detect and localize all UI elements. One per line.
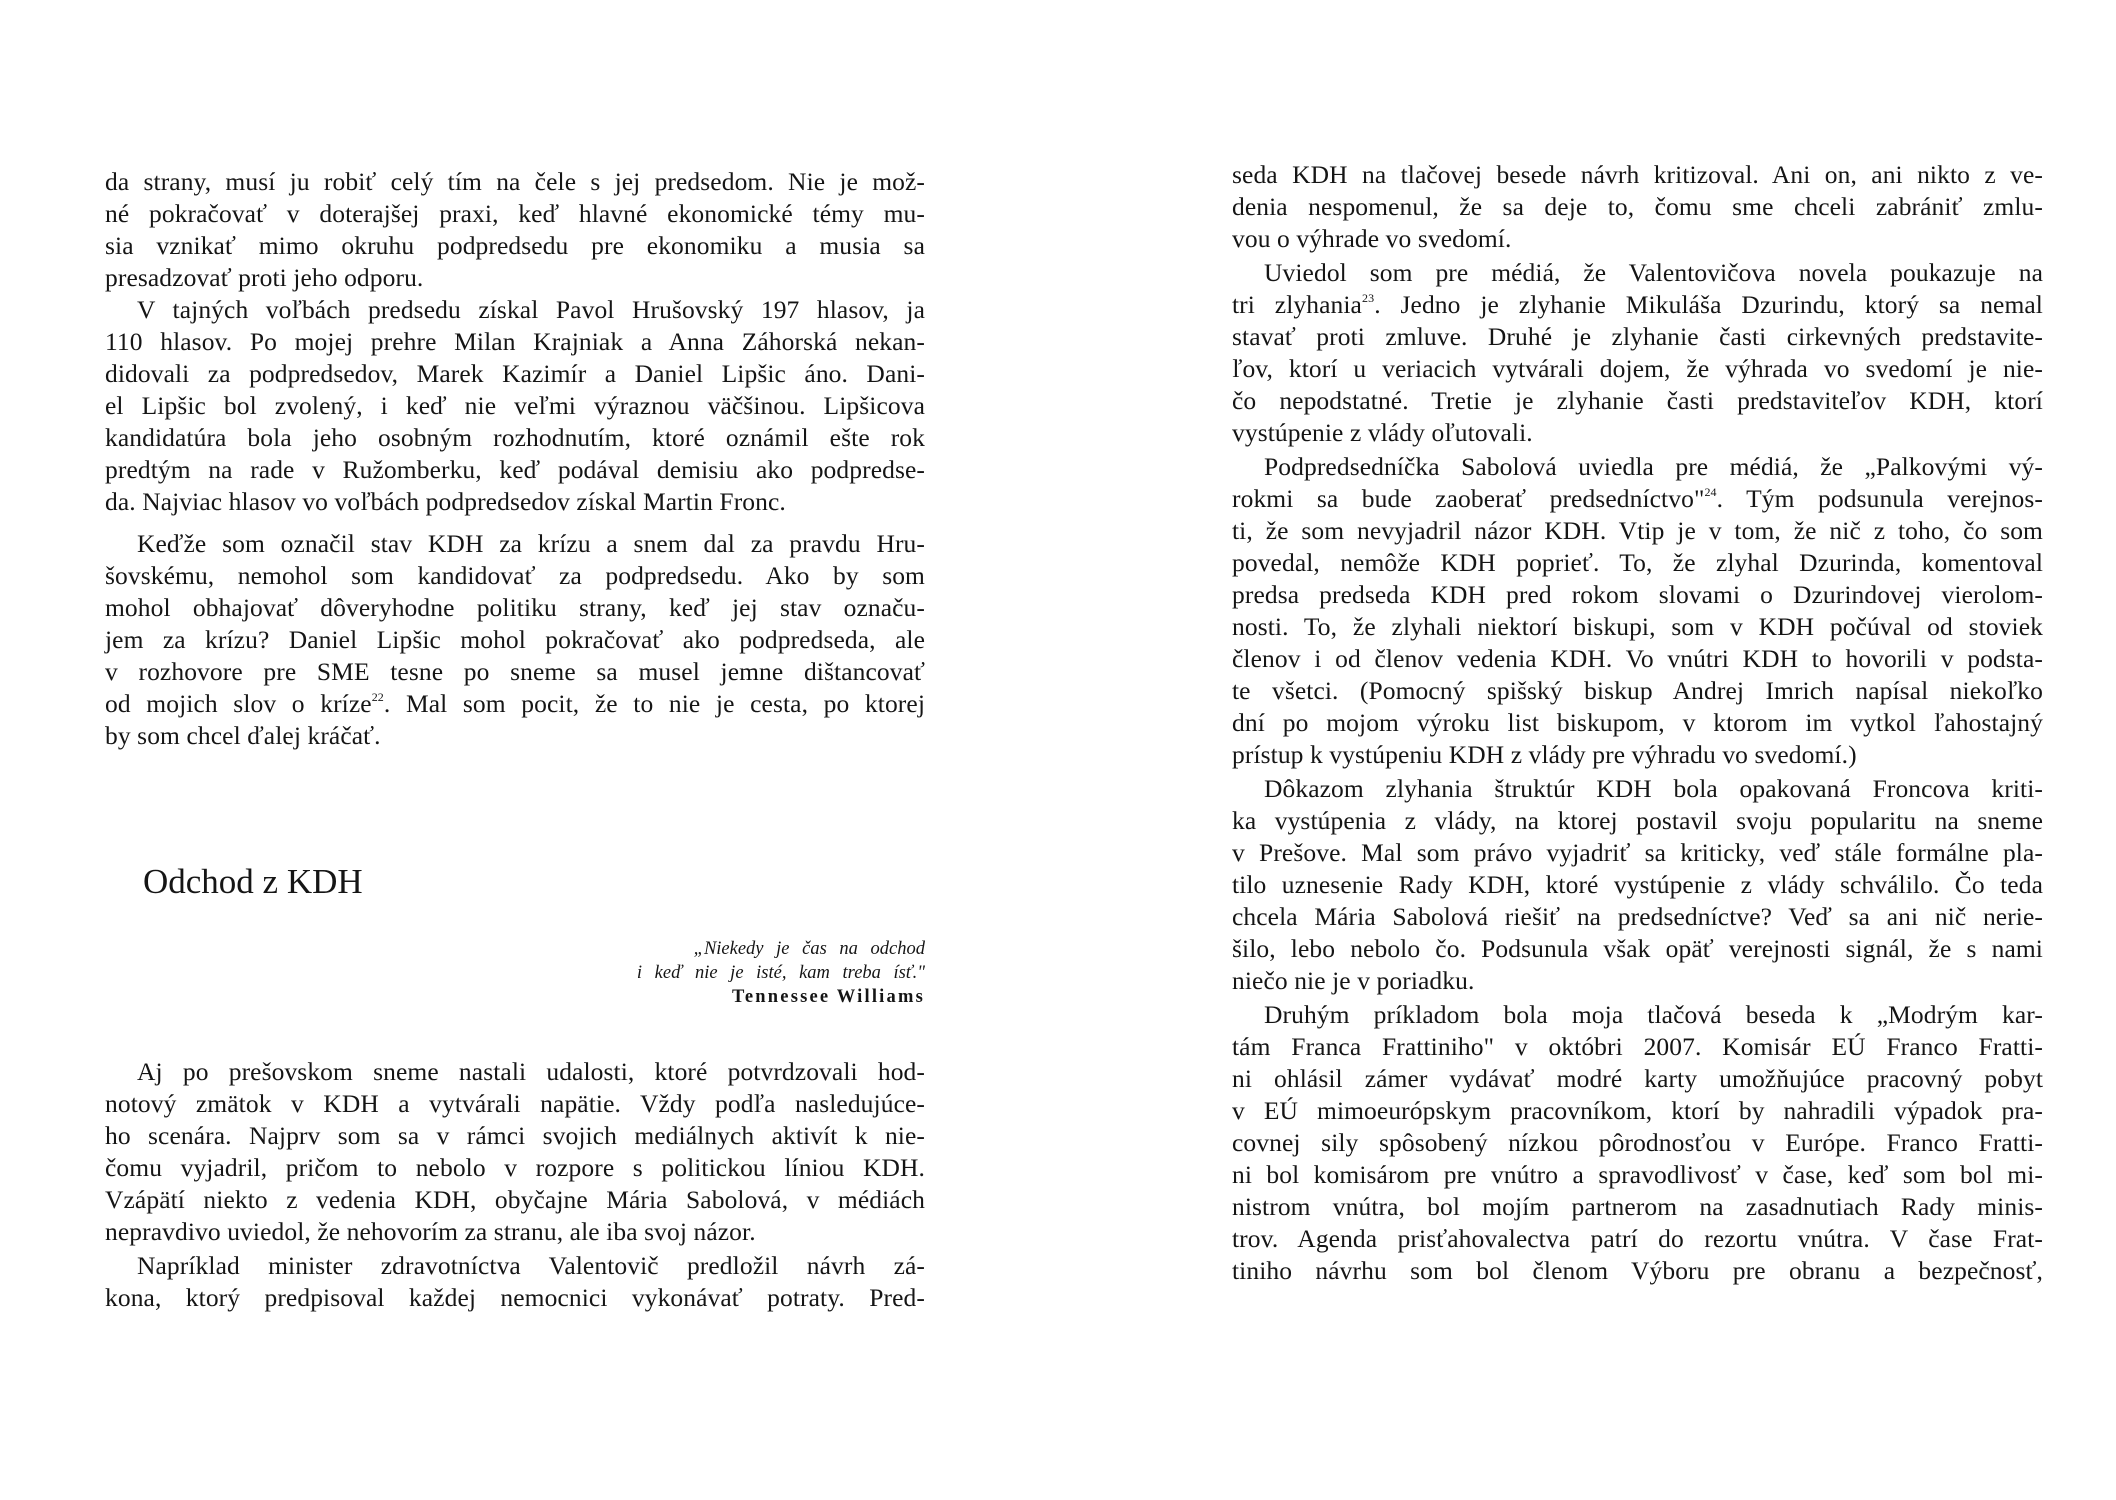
text-line: notový zmätok v KDH a vytvárali napätie. Vždy podľa nasledujúce-	[105, 1089, 925, 1118]
text-line: dní po mojom výroku list biskupom, v ktorom im vytkol ľahostajný	[1232, 708, 2043, 737]
text-line: predsa predseda KDH pred rokom slovami o Dzurindovej vierolom-	[1232, 580, 2043, 609]
text-fragment: od mojich slov o kríze	[105, 689, 372, 718]
text-fragment: tri zlyhania	[1232, 290, 1362, 319]
text-line: ni ohlásil zámer vydávať modré karty umožňujúce pracovný pobyt	[1232, 1064, 2043, 1093]
text-line: Druhým príkladom bola moja tlačová beseda k „Modrým kar-	[1264, 1000, 2043, 1029]
text-line: kandidatúra bola jeho osobným rozhodnutím, ktoré oznámil ešte rok	[105, 423, 925, 452]
text-line: členov i od členov vedenia KDH. Vo vnútri KDH to hovorili v podsta-	[1232, 644, 2043, 673]
text-line: ka vystúpenia z vlády, na ktorej postavil svoju popularitu na sneme	[1232, 806, 2043, 835]
text-line: tám Franca Frattiniho" v októbri 2007. Komisár EÚ Franco Fratti-	[1232, 1032, 2043, 1061]
text-line: Podpredsedníčka Sabolová uviedla pre médiá, že „Palkovými vý-	[1264, 452, 2043, 481]
text-line: 110 hlasov. Po mojej prehre Milan Krajniak a Anna Záhorská nekan-	[105, 327, 925, 356]
text-line: sia vznikať mimo okruhu podpredsedu pre ekonomiku a musia sa	[105, 231, 925, 260]
text-line: stavať proti zmluve. Druhé je zlyhanie časti cirkevných predstavite-	[1232, 322, 2043, 351]
text-line: by som chcel ďalej kráčať.	[105, 721, 381, 750]
text-line: denia nespomenul, že sa deje to, čomu sme chceli zabrániť zmlu-	[1232, 192, 2043, 221]
text-line: né pokračovať v doterajšej praxi, keď hlavné ekonomické témy mu-	[105, 199, 925, 228]
text-line: da. Najviac hlasov vo voľbách podpredsedov získal Martin Fronc.	[105, 487, 786, 516]
text-line: čomu vyjadril, pričom to nebolo v rozpore s politickou líniou KDH.	[105, 1153, 925, 1182]
text-line: presadzovať proti jeho odporu.	[105, 263, 424, 292]
text-line: da strany, musí ju robiť celý tím na čele s jej predsedom. Nie je mož-	[105, 167, 925, 196]
text-line: v Prešove. Mal som právo vyjadriť sa kriticky, veď stále formálne pla-	[1232, 838, 2043, 867]
text-line: Vzápätí niekto z vedenia KDH, obyčajne Mária Sabolová, v médiách	[105, 1185, 925, 1214]
text-line: te všetci. (Pomocný spišský biskup Andrej Imrich napísal niekoľko	[1232, 676, 2043, 705]
text-line: jem za krízu? Daniel Lipšic mohol pokračovať ako podpredseda, ale	[105, 625, 925, 654]
text-line: povedal, nemôže KDH poprieť. To, že zlyhal Dzurinda, komentoval	[1232, 548, 2043, 577]
text-line: ľov, ktorí u veriacich vytvárali dojem, že výhrada vo svedomí je nie-	[1232, 354, 2043, 383]
text-line: v rozhovore pre SME tesne po sneme sa musel jemne dištancovať	[105, 657, 925, 686]
text-line: Napríklad minister zdravotníctva Valentovič predložil návrh zá-	[137, 1251, 925, 1280]
motto-line: „Niekedy je čas na odchod	[693, 939, 925, 959]
text-line: trov. Agenda prisťahovalectva patrí do rezortu vnútra. V čase Frat-	[1232, 1224, 2043, 1253]
text-line	[1232, 483, 2043, 515]
text-line: Aj po prešovskom sneme nastali udalosti, ktoré potvrdzovali hod-	[137, 1057, 925, 1086]
text-line: Uviedol som pre médiá, že Valentovičova novela poukazuje na	[1264, 258, 2043, 287]
motto-author: Tennessee Williams	[732, 987, 925, 1007]
text-line: v EÚ mimoeurópskym pracovníkom, ktorí by nahradili výpadok pra-	[1232, 1096, 2043, 1125]
text-line: chcela Mária Sabolová riešiť na predsedníctve? Veď sa ani nič nerie-	[1232, 902, 2043, 931]
text-line: šilo, lebo nebolo čo. Podsunula však opäť verejnosti signál, že s nami	[1232, 934, 2043, 963]
text-line: vystúpenie z vlády oľutovali.	[1232, 418, 1533, 447]
text-fragment: rokmi sa bude zaoberať predsedníctvo"	[1232, 484, 1705, 513]
text-line: tilo uznesenie Rady KDH, ktoré vystúpenie z vlády schválilo. Čo teda	[1232, 870, 2043, 899]
text-fragment: . Mal som pocit, že to nie je cesta, po ktorej	[383, 689, 925, 718]
text-line: Dôkazom zlyhania štruktúr KDH bola opakovaná Froncova kriti-	[1264, 774, 2043, 803]
text-line	[105, 688, 925, 720]
text-line: nosti. To, že zlyhali niektorí biskupi, som v KDH počúval od stoviek	[1232, 612, 2043, 641]
text-fragment: . Jedno je zlyhanie Mikuláša Dzurindu, ktorý sa nemal	[1374, 290, 2043, 319]
text-line: čo nepodstatné. Tretie je zlyhanie časti predstaviteľov KDH, ktorí	[1232, 386, 2043, 415]
text-line: covnej sily spôsobený nízkou pôrodnosťou v Európe. Franco Fratti-	[1232, 1128, 2043, 1157]
text-line: nistrom vnútra, bol mojím partnerom na zasadnutiach Rady minis-	[1232, 1192, 2043, 1221]
text-line	[1232, 289, 2043, 321]
text-line: tiniho návrhu som bol členom Výboru pre obranu a bezpečnosť,	[1232, 1256, 2043, 1285]
text-line: Keďže som označil stav KDH za krízu a snem dal za pravdu Hru-	[137, 529, 925, 558]
left-page	[105, 0, 925, 1500]
text-line: nepravdivo uviedol, že nehovorím za stranu, ale iba svoj názor.	[105, 1217, 756, 1246]
text-line: el Lipšic bol zvolený, i keď nie veľmi výraznou väčšinou. Lipšicova	[105, 391, 925, 420]
footnote-ref[interactable]: 24	[1704, 485, 1717, 499]
text-line: vou o výhrade vo svedomí.	[1232, 224, 1512, 253]
text-line: ti, že som nevyjadril názor KDH. Vtip je v tom, že nič z toho, čo som	[1232, 516, 2043, 545]
text-line: V tajných voľbách predsedu získal Pavol Hrušovský 197 hlasov, ja	[137, 295, 925, 324]
text-line: šovskému, nemohol som kandidovať za podpredsedu. Ako by som	[105, 561, 925, 590]
motto-line: i keď nie je isté, kam treba ísť."	[636, 963, 925, 983]
text-fragment: . Tým podsunula verejnos-	[1716, 484, 2044, 513]
text-line: didovali za podpredsedov, Marek Kazimír a Daniel Lipšic áno. Dani-	[105, 359, 925, 388]
footnote-ref[interactable]: 22	[371, 690, 384, 704]
text-line: mohol obhajovať dôveryhodne politiku strany, keď jej stav označu-	[105, 593, 925, 622]
text-line: niečo nie je v poriadku.	[1232, 966, 1475, 995]
footnote-ref[interactable]: 23	[1361, 291, 1375, 305]
section-heading: Odchod z KDH	[143, 862, 363, 901]
text-line: kona, ktorý predpisoval každej nemocnici vykonávať potraty. Pred-	[105, 1283, 925, 1312]
text-line: ni bol komisárom pre vnútro a spravodlivosť v čase, keď som bol mi-	[1232, 1160, 2043, 1189]
text-line: ho scenára. Najprv som sa v rámci svojich mediálnych aktivít k nie-	[105, 1121, 925, 1150]
right-page	[1232, 0, 2043, 1500]
text-line: seda KDH na tlačovej besede návrh kritizoval. Ani on, ani nikto z ve-	[1232, 160, 2043, 189]
text-line: predtým na rade v Ružomberku, keď podával demisiu ako podpredse-	[105, 455, 925, 484]
text-line: prístup k vystúpeniu KDH z vlády pre výhradu vo svedomí.)	[1232, 740, 1857, 769]
